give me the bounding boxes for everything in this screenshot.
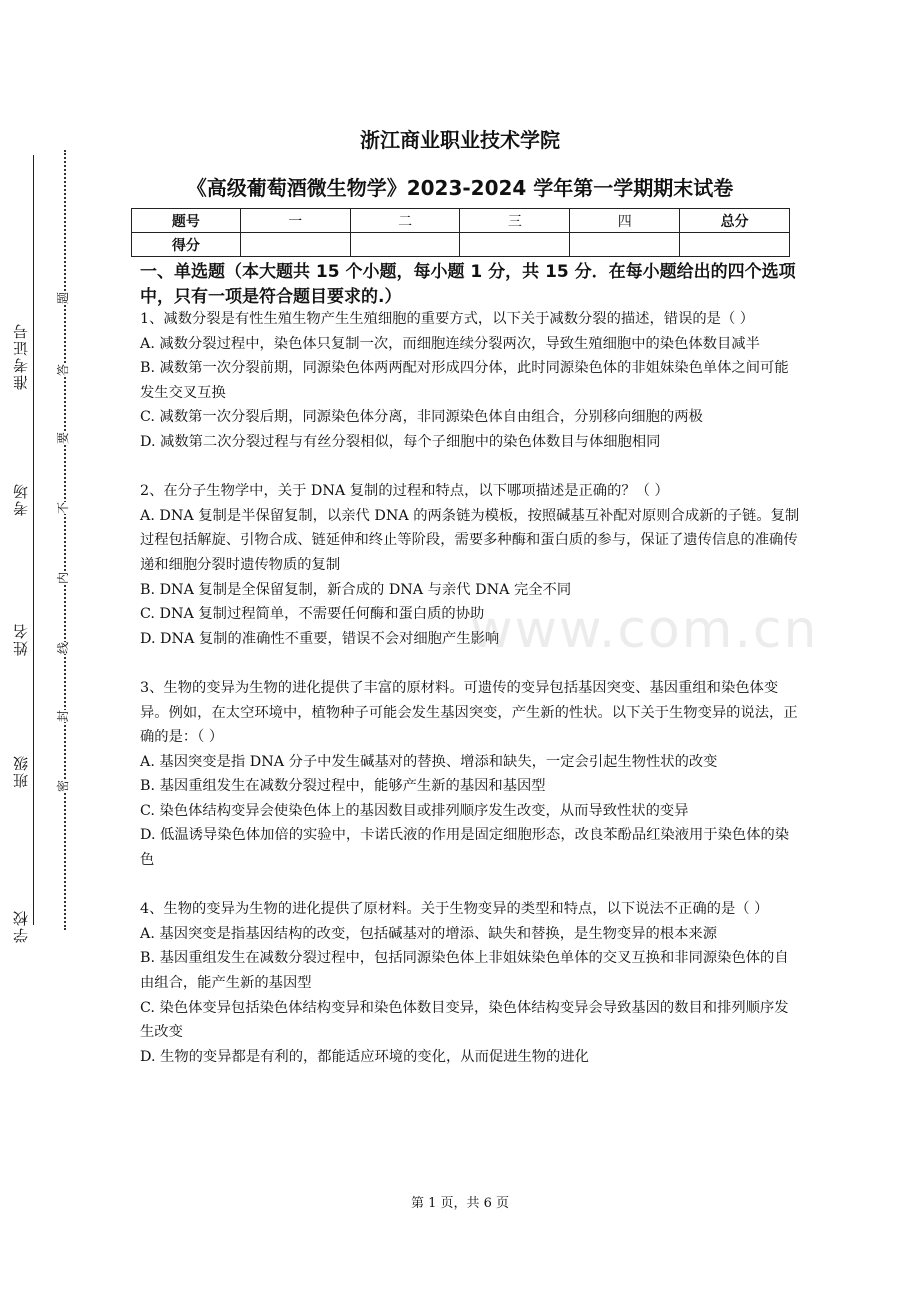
seal-char: 密	[56, 779, 71, 793]
binding-line	[33, 155, 34, 925]
seal-char: 题	[56, 291, 71, 305]
question-stem: 1、减数分裂是有性生殖生物产生生殖细胞的重要方式，以下关于减数分裂的描述，错误的是（ ）	[140, 311, 755, 327]
seal-char: 答	[56, 363, 71, 377]
field-exam-room: 考场	[14, 478, 29, 520]
school-name: 浙江商业职业技术学院	[360, 128, 560, 152]
score-table-score-row	[132, 233, 790, 257]
score-header-cell: 三	[460, 209, 570, 233]
seal-char: 封	[56, 709, 71, 723]
question-option: B. 减数第一次分裂前期，同源染色体两两配对形成四分体，此时同源染色体的非姐妹染色单体之间可能发生交叉互换	[140, 360, 789, 401]
spacer	[140, 873, 800, 898]
seal-char: 不	[56, 501, 71, 515]
exam-title: 《高级葡萄酒微生物学》2023-2024 学年第一学期期末试卷	[186, 176, 734, 200]
question-option: B. 基因重组发生在减数分裂过程中，包括同源染色体上非姐妹染色单体的交叉互换和非同源染色体的自由组合，能产生新的基因型	[140, 950, 789, 992]
seal-char: 内	[56, 571, 71, 585]
score-header-cell: 二	[350, 209, 460, 233]
score-header-cell: 总分	[680, 209, 790, 233]
score-table	[131, 208, 790, 257]
section-title: 一、单选题（本大题共 15 个小题，每小题 1 分，共 15 分．在每小题给出的四个选项中，只有一项是符合题目要求的.）	[140, 262, 796, 307]
score-header-cell: 一	[240, 209, 350, 233]
field-exam-number: 准考证号	[14, 318, 29, 394]
question-option: D. 生物的变异都是有利的，都能适应环境的变化，从而促进生物的进化	[140, 1048, 589, 1065]
spacer	[140, 455, 800, 480]
question-option: C. 染色体变异包括染色体结构变异和染色体数目变异，染色体结构变异会导致基因的数目和排列顺序发生改变	[140, 999, 789, 1041]
question-option: A. 基因突变是指基因结构的改变，包括碱基对的增添、缺失和替换，是生物变异的根本来源	[140, 925, 717, 942]
question-option: C. 染色体结构变异会使染色体上的基因数目或排列顺序发生改变，从而导致性状的变异	[140, 802, 689, 819]
questions	[140, 307, 800, 1069]
score-header-cell: 四	[570, 209, 680, 233]
score-table-header-row	[132, 209, 790, 233]
field-name: 姓名	[14, 618, 29, 660]
question-stem: 2、在分子生物学中，关于 DNA 复制的过程和特点，以下哪项描述是正确的？（ ）	[140, 483, 669, 500]
question-option: D. 减数第二次分裂过程与有丝分裂相似，每个子细胞中的染色体数目与体细胞相同	[140, 433, 661, 450]
question-option: B. 基因重组发生在减数分裂过程中，能够产生新的基因和基因型	[140, 778, 546, 795]
score-cell[interactable]	[240, 233, 350, 257]
question-option: B. DNA 复制是全保留复制，新合成的 DNA 与亲代 DNA 完全不同	[140, 581, 572, 598]
score-cell[interactable]	[680, 233, 790, 257]
question-stem: 4、生物的变异为生物的进化提供了原材料。关于生物变异的类型和特点，以下说法不正确的是（ ）	[140, 901, 769, 918]
question-option: A. 减数分裂过程中，染色体只复制一次，而细胞连续分裂两次，导致生殖细胞中的染色体数目减半	[140, 335, 760, 352]
page-footer: 第 1 页，共 6 页	[410, 1196, 510, 1211]
score-row-label: 得分	[132, 233, 241, 257]
question-stem: 3、生物的变异为生物的进化提供了丰富的原材料。可遗传的变异包括基因突变、基因重组和染色体变异。例如，在太空环境中，植物种子可能会发生基因突变，产生新的性状。以下关于生物变异的说法，正确的是：（ ）	[140, 679, 798, 746]
question-option: D. 低温诱导染色体加倍的实验中，卡诺氏液的作用是固定细胞形态，改良苯酚品红染液用于染色体的染色	[140, 827, 790, 869]
seal-char: 要	[56, 431, 71, 445]
question-option: C. DNA 复制过程简单，不需要任何酶和蛋白质的协助	[140, 606, 485, 623]
score-header-cell: 题号	[132, 209, 241, 233]
field-school: 学校	[14, 905, 29, 947]
score-cell[interactable]	[460, 233, 570, 257]
seal-char: 线	[56, 641, 71, 655]
field-class: 班级	[14, 750, 29, 792]
question-option: A. 基因突变是指 DNA 分子中发生碱基对的替换、增添和缺失，一定会引起生物性状的改变	[140, 753, 718, 770]
question-option: C. 减数第一次分裂后期，同源染色体分离，非同源染色体自由组合，分别移向细胞的两极	[140, 409, 703, 426]
seal-dotted-line	[64, 150, 66, 930]
score-cell[interactable]	[570, 233, 680, 257]
watermark: www.com.cn	[470, 600, 819, 660]
question-option: A. DNA 复制是半保留复制，以亲代 DNA 的两条链为模板，按照碱基互补配对原则合成新的子链。复制过程包括解旋、引物合成、链延伸和终止等阶段，需要多种酶和蛋白质的参与，保证了遗传信息的准确传递和细胞分裂时遗传物质的复制	[140, 507, 800, 573]
score-cell[interactable]	[350, 233, 460, 257]
question-option: D. DNA 复制的准确性不重要，错误不会对细胞产生影响	[140, 630, 500, 647]
